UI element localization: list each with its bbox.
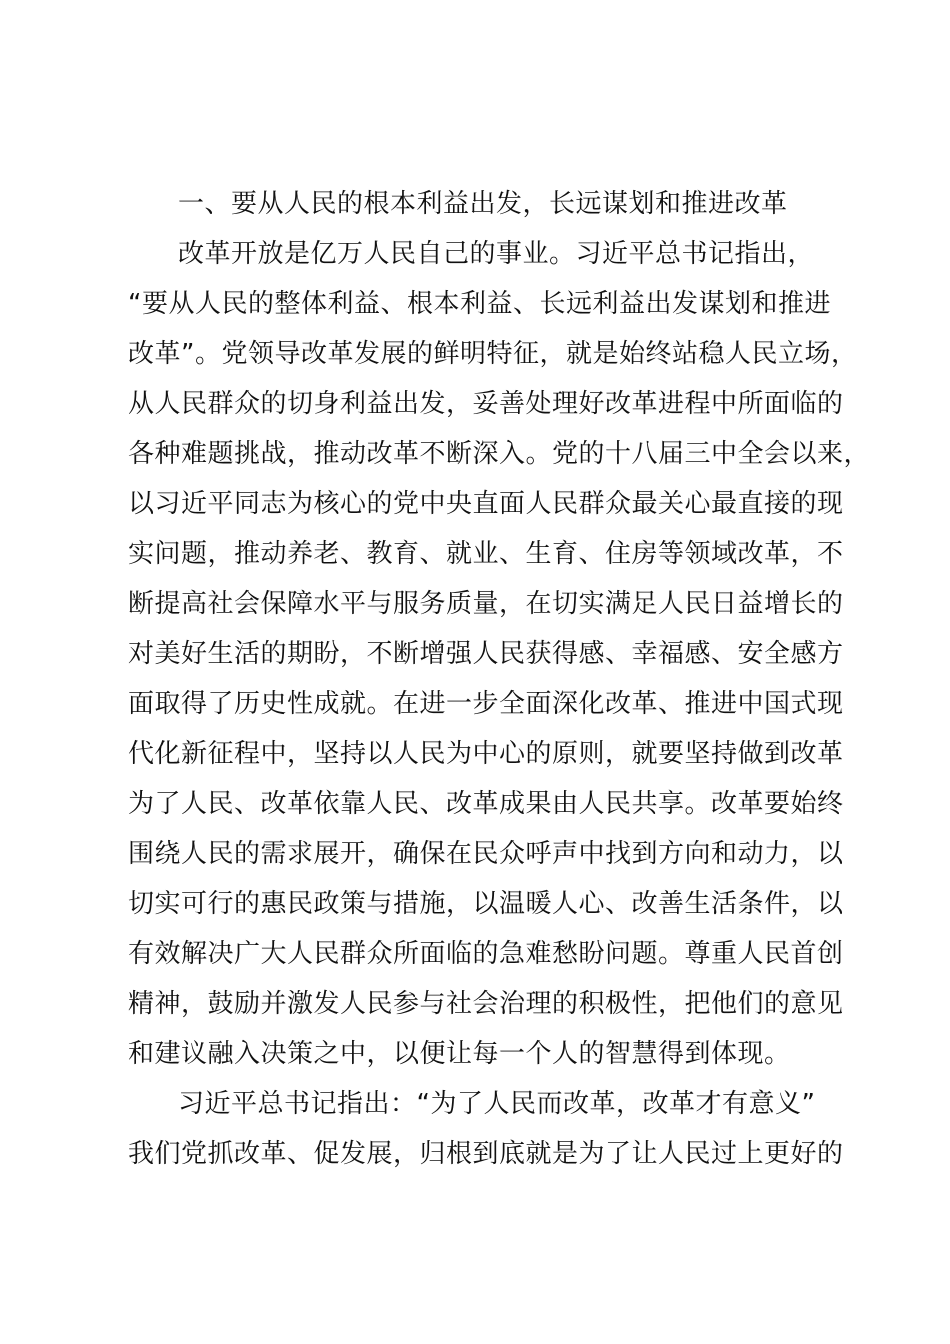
paragraph-line: 以习近平同志为核心的党中央直面人民群众最关心最直接的现 [128,489,844,519]
paragraph-line: 切实可行的惠民政策与措施，以温暖人心、改善生活条件，以 [128,889,844,919]
paragraph-line: 从人民群众的切身利益出发，妥善处理好改革进程中所面临的 [128,389,844,419]
paragraph-line: 习近平总书记指出：“为了人民而改革，改革才有意义” [178,1089,816,1119]
paragraph-line: 精神，鼓励并激发人民参与社会治理的积极性，把他们的意见 [128,989,844,1019]
paragraph-line: 改革开放是亿万人民自己的事业。习近平总书记指出， [178,239,815,269]
paragraph-line: 各种难题挑战，推动改革不断深入。党的十八届三中全会以来， [128,439,871,469]
paragraph-line: 断提高社会保障水平与服务质量，在切实满足人民日益增长的 [128,589,844,619]
paragraph-line: 实问题，推动养老、教育、就业、生育、住房等领域改革，不 [128,539,844,569]
paragraph-line: “要从人民的整体利益、根本利益、长远利益出发谋划和推进 [128,289,831,319]
paragraph-line: 对美好生活的期盼，不断增强人民获得感、幸福感、安全感方 [128,639,844,669]
paragraph-line: 面取得了历史性成就。在进一步全面深化改革、推进中国式现 [128,689,844,719]
paragraph-line: 围绕人民的需求展开，确保在民众呼声中找到方向和动力，以 [128,839,844,869]
paragraph-line: 有效解决广大人民群众所面临的急难愁盼问题。尊重人民首创 [128,939,844,969]
paragraph-line: 改革”。党领导改革发展的鲜明特征，就是始终站稳人民立场， [128,339,858,369]
section-heading: 一、要从人民的根本利益出发，长远谋划和推进改革 [178,189,788,219]
paragraph-line: 为了人民、改革依靠人民、改革成果由人民共享。改革要始终 [128,789,844,819]
paragraph-line: 代化新征程中，坚持以人民为中心的原则，就要坚持做到改革 [128,739,844,769]
paragraph-line: 和建议融入决策之中，以便让每一个人的智慧得到体现。 [128,1039,791,1069]
paragraph-line: 我们党抓改革、促发展，归根到底就是为了让人民过上更好的 [128,1139,844,1169]
